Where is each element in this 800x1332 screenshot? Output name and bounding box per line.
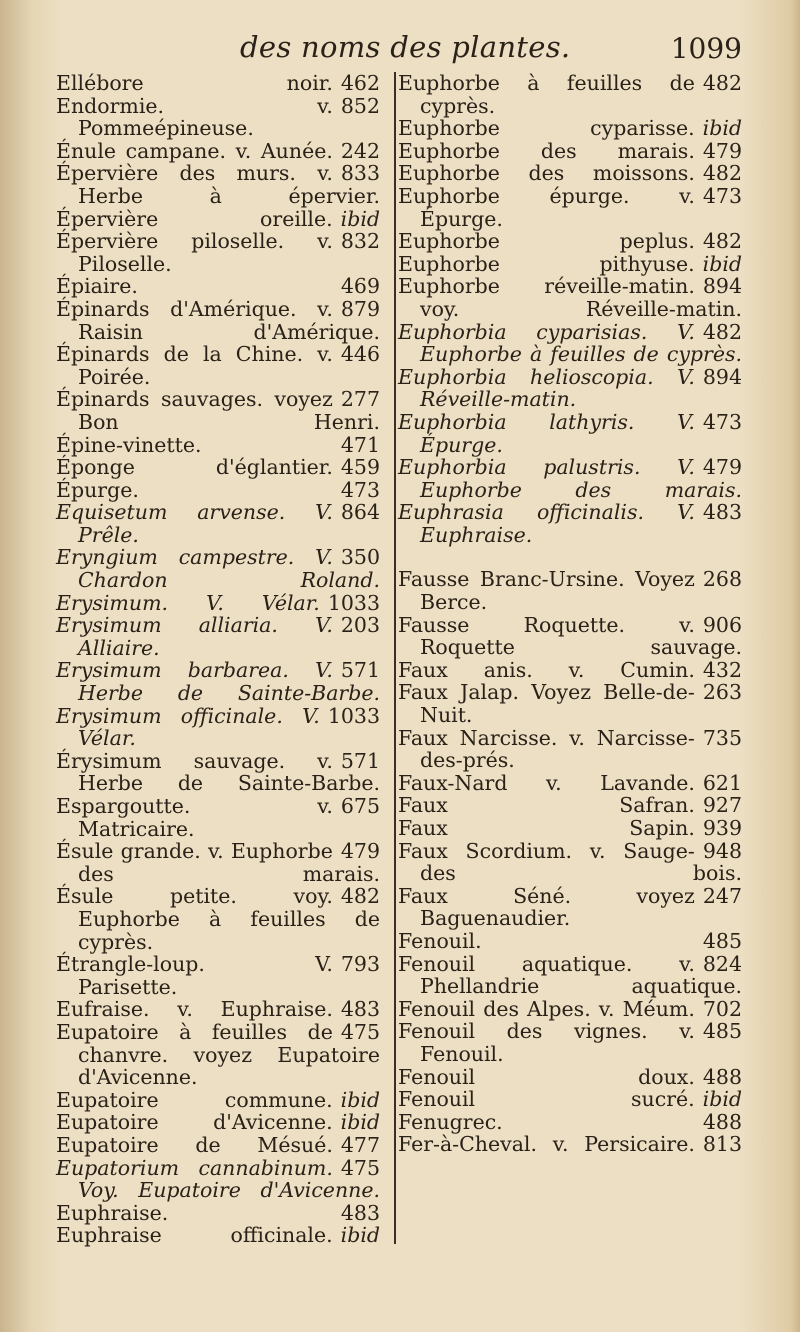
entry-page-ref: 939 <box>702 816 742 840</box>
entry-page-ref: 350 <box>340 545 380 570</box>
entry-page-ref: 477 <box>340 1132 380 1157</box>
index-entry <box>56 298 380 343</box>
entry-page-ref: 247 <box>702 883 742 908</box>
entry-term: Erysimum officinale. V. Vélar. <box>56 703 320 751</box>
entry-page-ref: 894 <box>702 274 742 299</box>
entry-page-ref: ibid <box>340 206 380 231</box>
index-entry <box>398 659 742 682</box>
entry-term: Épinards d'Amérique. v. Raisin d'Amérique. <box>56 296 380 344</box>
index-entry <box>56 1157 380 1202</box>
entry-term: Fenouil des Alpes. v. Méum. <box>398 996 695 1021</box>
entry-page-ref: 852 <box>340 93 380 118</box>
entry-page-ref: 735 <box>702 725 742 750</box>
entry-page-ref: 571 <box>340 658 380 683</box>
entry-term: Épurge. <box>56 477 139 502</box>
index-entry <box>56 434 380 457</box>
entry-page-ref: 475 <box>340 1155 380 1180</box>
index-entry <box>398 321 742 366</box>
index-entry <box>56 388 380 433</box>
entry-term: Ésule grande. v. Euphorbe des marais. <box>56 839 380 886</box>
entry-page-ref: 906 <box>702 612 742 637</box>
entry-term: Erysimum barbarea. V. Herbe de Sainte-Barbe. <box>56 658 380 706</box>
entry-term: Ellébore noir. <box>56 71 333 95</box>
entry-page-ref: 927 <box>702 793 742 818</box>
index-entry <box>56 998 380 1021</box>
entry-term: Euphorbia cyparisias. V. Euphorbe à feuilles de cyprès. <box>398 319 742 367</box>
index-entry <box>56 614 380 659</box>
index-entry <box>398 501 742 546</box>
entry-page-ref: 482 <box>340 884 380 909</box>
entry-term: Endormie. v. Pommeépineuse. <box>56 93 333 141</box>
index-entry <box>398 998 742 1021</box>
entry-page-ref: ibid <box>702 251 742 276</box>
entry-term: Euphorbe pithyuse. <box>398 251 695 276</box>
entry-term: Eufraise. v. Euphraise. <box>56 997 333 1022</box>
index-entry <box>398 1111 742 1134</box>
entry-page-ref: ibid <box>702 1087 742 1112</box>
index-entry <box>398 456 742 501</box>
entry-term: Fenouil aquatique. v. Phellandrie aquatique. <box>398 951 742 999</box>
entry-term: Fenouil sucré. <box>398 1087 695 1112</box>
entry-term: Fenouil doux. <box>398 1064 695 1089</box>
entry-term: Étrangle-loup. V. Parisette. <box>56 952 333 999</box>
index-entry <box>398 1133 742 1156</box>
index-entry <box>56 840 380 885</box>
index-entry <box>56 659 380 704</box>
entry-page-ref: 242 <box>340 138 380 163</box>
index-entry <box>398 930 742 953</box>
entry-page-ref: 1033 <box>327 590 380 615</box>
page-header <box>0 30 800 70</box>
entry-term: Euphorbia palustris. V. Euphorbe des marais. <box>398 455 742 502</box>
index-entry <box>398 275 742 320</box>
index-entry <box>398 681 742 726</box>
entry-term: Euphorbe réveille-matin. voy. Réveille-matin. <box>398 274 742 321</box>
entry-page-ref: 621 <box>702 770 742 795</box>
entry-page-ref: 488 <box>702 1109 742 1134</box>
entry-page-ref: 473 <box>702 409 742 434</box>
entry-term: Épervière piloselle. v. Piloselle. <box>56 229 333 276</box>
index-entry <box>398 411 742 456</box>
entry-page-ref: 479 <box>702 138 742 163</box>
entry-term: Fausse Roquette. v. Roquette sauvage. <box>398 612 742 660</box>
index-entry <box>56 1202 380 1225</box>
index-entry <box>398 840 742 885</box>
entry-page-ref: 268 <box>702 567 742 592</box>
entry-term: Euphorbia lathyris. V. Épurge. <box>398 409 695 457</box>
index-entry <box>398 794 742 817</box>
entry-page-ref: 432 <box>702 657 742 682</box>
entry-term: Euphorbe à feuilles de cyprès. <box>398 71 695 118</box>
entry-page-ref: 479 <box>340 839 380 864</box>
index-entry <box>56 275 380 298</box>
entry-page-ref: 277 <box>340 387 380 412</box>
entry-page-ref: 833 <box>340 161 380 186</box>
index-entry <box>56 162 380 207</box>
entry-term: Fer-à-Cheval. v. Persicaire. <box>398 1132 695 1157</box>
entry-term: Euphraise. <box>56 1200 169 1225</box>
entry-term: Euphrasia officinalis. V. Euphraise. <box>398 500 695 547</box>
index-entry <box>398 162 742 185</box>
index-entry <box>56 1089 380 1112</box>
entry-page-ref: 1033 <box>327 703 380 728</box>
entry-page-ref: 471 <box>340 432 380 457</box>
entry-page-ref: 824 <box>702 951 742 976</box>
index-entry <box>56 1224 380 1247</box>
entry-page-ref: 864 <box>340 500 380 525</box>
entry-term: Épinards sauvages. voyez Bon Henri. <box>56 387 380 434</box>
entry-term: Faux-Nard v. Lavande. <box>398 770 695 795</box>
entry-term: Euphorbe cyparisse. <box>398 116 695 141</box>
column-divider <box>394 72 396 1244</box>
entry-page-ref: 793 <box>340 952 380 977</box>
entry-page-ref: 702 <box>702 996 742 1021</box>
entry-term: Faux Scordium. v. Sauge-des bois. <box>398 838 742 886</box>
index-entry <box>398 140 742 163</box>
index-entry <box>398 230 742 253</box>
entry-term: Épervière oreille. <box>56 206 333 231</box>
entry-page-ref: 483 <box>340 1200 380 1225</box>
index-entry <box>56 208 380 231</box>
index-entry <box>56 1111 380 1134</box>
entry-page-ref: 483 <box>702 500 742 525</box>
index-entry <box>56 479 380 502</box>
index-entry <box>398 885 742 930</box>
entry-page-ref: 485 <box>702 928 742 953</box>
entry-term: Espargoutte. v. Matricaire. <box>56 794 333 841</box>
entry-page-ref: 459 <box>340 455 380 480</box>
entry-page-ref: 571 <box>340 748 380 773</box>
entry-page-ref: 813 <box>702 1132 742 1157</box>
entry-page-ref: 485 <box>702 1019 742 1044</box>
index-entry <box>398 253 742 276</box>
entry-page-ref: 473 <box>340 477 380 502</box>
entry-page-ref: 479 <box>702 455 742 480</box>
entry-term: Eupatoire d'Avicenne. <box>56 1110 333 1135</box>
index-entry <box>56 72 380 95</box>
entry-term: Euphorbe épurge. v. Épurge. <box>398 183 695 231</box>
entry-term: Faux Séné. voyez Baguenaudier. <box>398 883 695 931</box>
entry-term: Eupatorium cannabinum. Voy. Eupatoire d'Avicenne. <box>56 1155 380 1203</box>
entry-term: Eupatoire commune. <box>56 1087 333 1112</box>
index-entry <box>56 953 380 998</box>
index-entry <box>398 117 742 140</box>
index-entry <box>56 95 380 140</box>
entry-term: Erysimum. V. Vélar. <box>56 590 320 615</box>
entry-term: Fausse Branc-Ursine. Voyez Berce. <box>398 567 695 615</box>
entry-page-ref: 469 <box>340 274 380 299</box>
entry-term: Euphorbe des marais. <box>398 138 695 163</box>
entry-page-ref: ibid <box>340 1223 380 1248</box>
index-entry <box>398 1020 742 1065</box>
entry-page-ref: 482 <box>702 319 742 344</box>
entry-term: Faux Safran. <box>398 793 695 818</box>
entry-page-ref: 488 <box>702 1064 742 1089</box>
entry-term: Faux Jalap. Voyez Belle-de-Nuit. <box>398 680 695 728</box>
entry-term: Fenouil des vignes. v. Fenouil. <box>398 1019 695 1066</box>
index-entry <box>56 140 380 163</box>
entry-page-ref: 832 <box>340 229 380 254</box>
entry-page-ref: 446 <box>340 342 380 367</box>
index-entry <box>398 614 742 659</box>
entry-term: Faux Sapin. <box>398 816 695 840</box>
index-entry <box>56 795 380 840</box>
entry-term: Fenugrec. <box>398 1109 503 1134</box>
index-entry <box>398 568 742 613</box>
entry-page-ref: 482 <box>702 71 742 95</box>
index-entry <box>56 230 380 275</box>
entry-term: Euphorbe peplus. <box>398 229 695 254</box>
index-entry <box>56 1021 380 1089</box>
entry-term: Énule campane. v. Aunée. <box>56 138 333 163</box>
index-entry <box>398 772 742 795</box>
entry-page-ref: 894 <box>702 364 742 389</box>
entry-page-ref: 462 <box>340 71 380 95</box>
index-entry <box>398 1066 742 1089</box>
entry-page-ref: 482 <box>702 229 742 254</box>
entry-term: Épervière des murs. v. Herbe à épervier. <box>56 161 380 208</box>
entry-term: Ésule petite. voy. Euphorbe à feuilles de cyprès. <box>56 884 380 954</box>
index-entry <box>398 72 742 117</box>
entry-page-ref: 675 <box>340 794 380 818</box>
entry-page-ref: 475 <box>340 1019 380 1044</box>
entry-term: Eupatoire à feuilles de chanvre. voyez Eupatoire d'Avicenne. <box>56 1019 380 1090</box>
entry-term: Fenouil. <box>398 928 482 953</box>
entry-page-ref: 203 <box>340 613 380 638</box>
entry-term: Euphorbia helioscopia. V. Réveille-matin. <box>398 364 695 412</box>
entry-page-ref: 263 <box>702 680 742 705</box>
entry-term: Épine-vinette. <box>56 432 202 457</box>
entry-page-ref: 482 <box>702 161 742 186</box>
entry-term: Faux anis. v. Cumin. <box>398 657 695 682</box>
entry-term: Faux Narcisse. v. Narcisse-des-prés. <box>398 725 695 773</box>
entry-page-ref: ibid <box>340 1110 380 1135</box>
index-entry <box>398 366 742 411</box>
index-entry <box>398 817 742 840</box>
entry-term: Euphorbe des moissons. <box>398 161 695 186</box>
index-entry <box>56 592 380 615</box>
entry-term: Érysimum sauvage. v. Herbe de Sainte-Barbe. <box>56 748 380 796</box>
index-column-left <box>56 72 380 1247</box>
entry-page-ref: ibid <box>340 1087 380 1112</box>
entry-page-ref: 948 <box>702 838 742 863</box>
page-number: 1099 <box>670 32 742 65</box>
index-entry <box>398 1088 742 1111</box>
entry-term: Equisetum arvense. V. Prêle. <box>56 500 333 547</box>
entry-page-ref: 473 <box>702 183 742 208</box>
index-entry <box>398 953 742 998</box>
entry-page-ref: ibid <box>702 116 742 141</box>
index-entry <box>56 456 380 479</box>
entry-term: Eupatoire de Mésué. <box>56 1132 333 1157</box>
entry-term: Eryngium campestre. V. Chardon Roland. <box>56 545 380 593</box>
index-entry <box>56 1134 380 1157</box>
entry-term: Erysimum alliaria. V. Alliaire. <box>56 613 333 660</box>
entry-term: Épiaire. <box>56 274 138 299</box>
index-entry <box>56 501 380 546</box>
index-entry <box>56 705 380 750</box>
index-column-right <box>398 72 742 1156</box>
entry-term: Éponge d'églantier. <box>56 455 333 480</box>
index-entry <box>398 727 742 772</box>
index-entry <box>398 185 742 230</box>
running-title: des noms des plantes. <box>240 30 571 64</box>
index-entry <box>56 885 380 953</box>
index-entry <box>56 343 380 388</box>
entry-page-ref: 879 <box>340 296 380 321</box>
entry-term: Épinards de la Chine. v. Poirée. <box>56 342 333 389</box>
entry-term: Euphraise officinale. <box>56 1223 333 1248</box>
entry-page-ref: 483 <box>340 997 380 1022</box>
index-entry <box>56 750 380 795</box>
index-entry <box>56 546 380 591</box>
